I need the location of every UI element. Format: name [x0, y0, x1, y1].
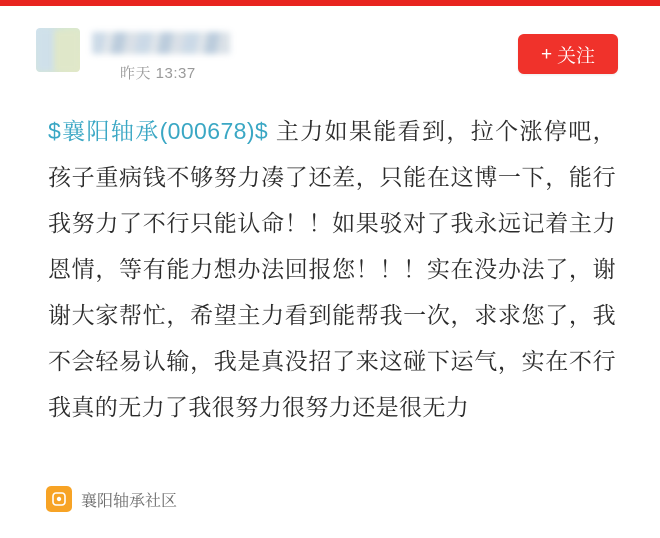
post-text: 主力如果能看到，拉个涨停吧，孩子重病钱不够努力凑了还差，只能在这博一下，能行我努力了不行只能认命！！如果驳对了我永远记着主力恩情，等有能力想办法回报您！！！实在没办法了，谢谢大家帮忙，希望主力看到能帮我一次，求求您了，我不会轻易认输，我是真没招了来这碰下运气，实在不行我真的无力了我很努力很努力还是很无力 — [48, 118, 616, 420]
follow-button-label: 关注 — [557, 45, 596, 67]
post-header — [24, 6, 636, 82]
stock-tag-link[interactable]: $襄阳轴承(000678)$ — [48, 118, 269, 144]
post-timestamp: 昨天 13:37 — [120, 65, 196, 82]
avatar[interactable] — [36, 28, 80, 72]
post-content — [48, 108, 616, 430]
community-label: 襄阳轴承社区 — [81, 492, 178, 510]
avatar-blur-right — [54, 30, 80, 72]
author-name-redacted[interactable] — [92, 32, 230, 54]
follow-button[interactable] — [518, 34, 618, 74]
post-card — [24, 6, 636, 532]
community-icon — [46, 486, 72, 512]
community-link[interactable] — [46, 486, 177, 512]
plus-icon: + — [540, 43, 553, 65]
